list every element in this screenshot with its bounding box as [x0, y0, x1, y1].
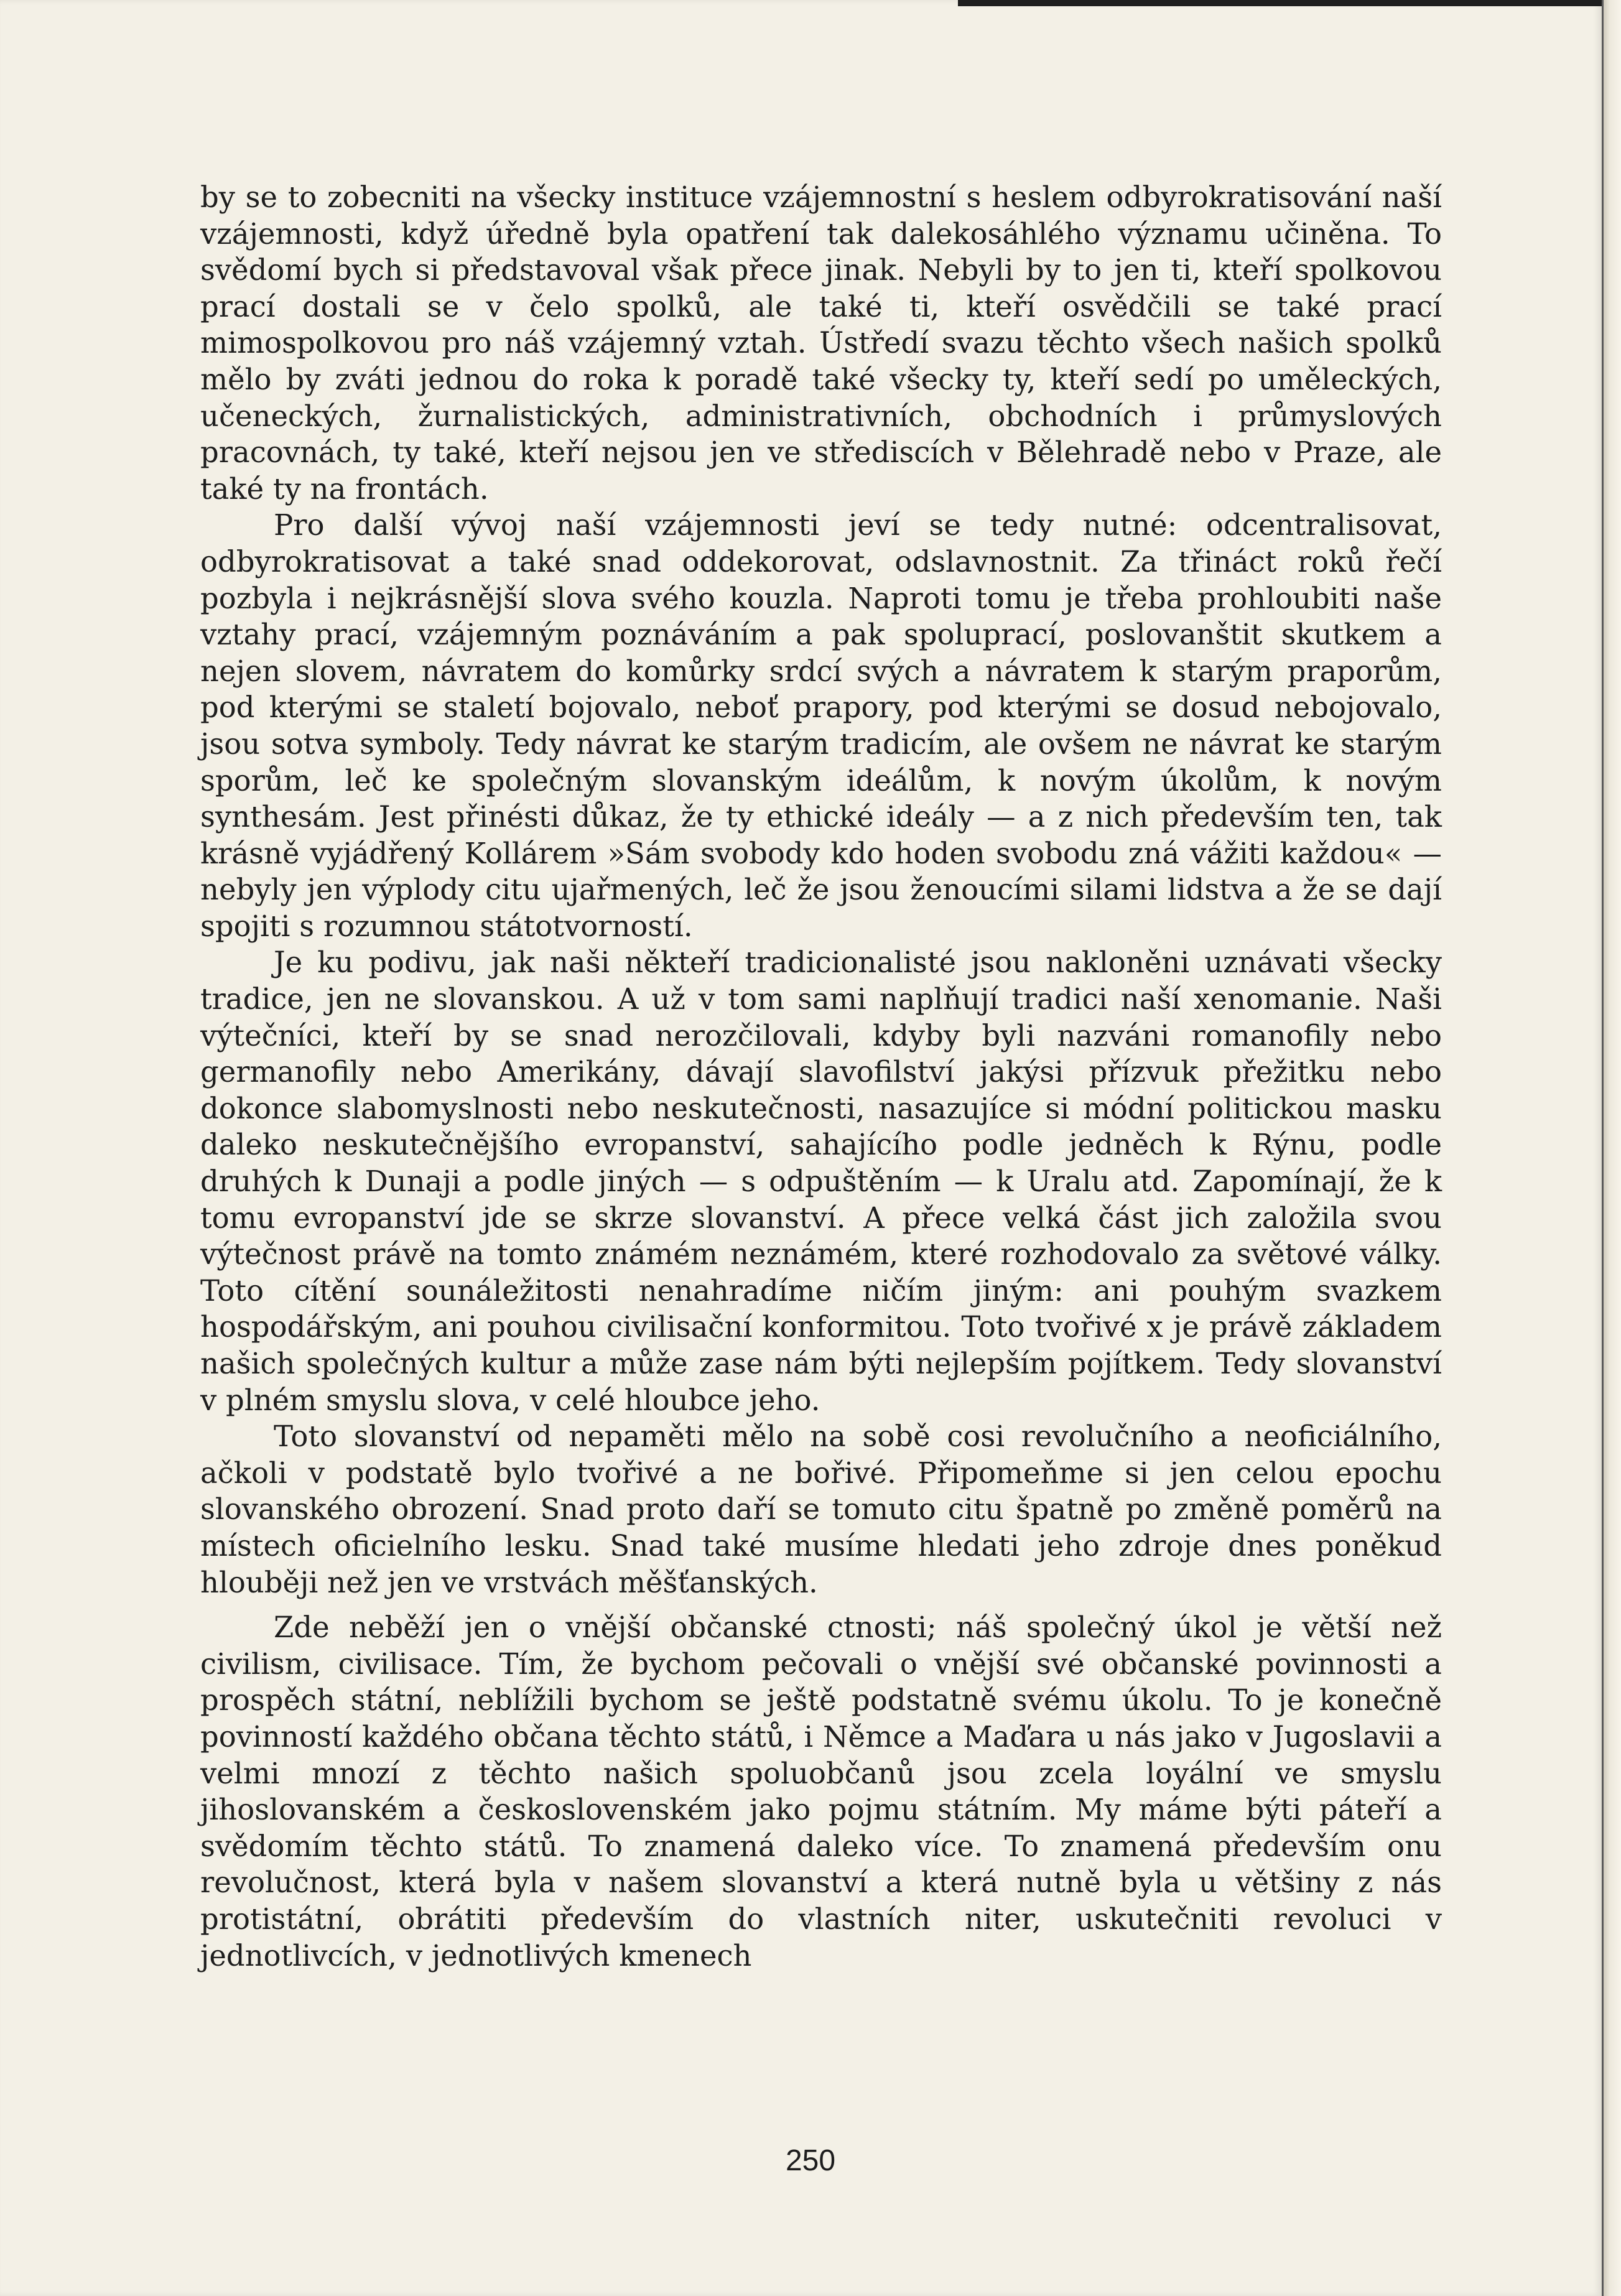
- paragraph-4: Toto slovanství od nepaměti mělo na sobě cosi revolučního a neoficiálního, ačkoli v podstatě bylo tvořivé a ne bořivé. Připomeňme si jen celou epochu slovanského obrození. Snad proto daří se tomuto citu špatně po změně poměrů na místech oficielního lesku. Snad také musíme hledati jeho zdroje dnes poněkud hlouběji než jen ve vrstvách měšťanských.: [200, 1420, 1442, 1599]
- page-edge: [1602, 0, 1621, 2296]
- paragraph-1: by se to zobecniti na všecky instituce vzájemnostní s heslem odbyrokratisování naší vzájemnosti, když úředně byla opatření tak dalekosáhlého významu učiněna. To svědomí bych si představoval však přece jinak. Nebyli by to jen ti, kteří spolkovou prací dostali se v čelo spolků, ale také ti, kteří osvědčili se také prací mimospolkovou pro náš vzájemný vztah. Ústředí svazu těchto všech našich spolků mělo by zváti jednou do roka k poradě také všecky ty, kteří sedí po uměleckých, učeneckých, žurnalistických, administrativních, obchodních i průmyslových pracovnách, ty také, kteří nejsou jen ve střediscích v Bělehradě nebo v Praze, ale také ty na frontách.: [200, 180, 1442, 506]
- paragraph-5: Zde neběží jen o vnější občanské ctnosti; náš společný úkol je větší než civilism, civilisace. Tím, že bychom pečovali o vnější své občanské povinnosti a prospěch státní, neblížili bychom se ještě podstatně svému úkolu. To je konečně povinností každého občana těchto států, i Němce a Maďara u nás jako v Jugoslavii a velmi mnozí z těchto našich spoluobčanů jsou zcela loyální ve smyslu jihoslovanském a československém jako pojmu státním. My máme býti páteří a svědomím těchto států. To znamená daleko více. To znamená především onu revolučnost, která byla v našem slovanství a která nutně byla u většiny z nás protistátní, obrátiti především do vlastních niter, uskutečniti revoluci v jednotlivcích, v jednotlivých kmenech: [200, 1610, 1442, 1973]
- paragraph-3: Je ku podivu, jak naši někteří tradicionalisté jsou nakloněni uznávati všecky tradice, jen ne slovanskou. A už v tom sami naplňují tradici naší xenomanie. Naši výtečníci, kteří by se snad nerozčilovali, kdyby byli nazváni romanofily nebo germanofily nebo Amerikány, dávají slavofilství jakýsi přízvuk přežitku nebo dokonce slabomyslnosti nebo neskutečnosti, nasazujíce si módní politickou masku daleko neskutečnějšího evropanství, sahajícího podle jedněch k Rýnu, podle druhých k Dunaji a podle jiných — s odpuštěním — k Uralu atd. Zapomínají, že k tomu evropanství jde se skrze slovanství. A přece velká část jich založila svou výtečnost právě na tomto známém neznámém, které rozhodovalo za světové války. Toto cítění sounáležitosti nenahradíme ničím jiným: ani pouhým svazkem hospodářským, ani pouhou civilisační konformitou. Toto tvořivé x je právě základem našich společných kultur a může zase nám býti nejlepším pojítkem. Tedy slovanství v plném smyslu slova, v celé hloubce jeho.: [200, 946, 1442, 1417]
- body-text: [200, 179, 1442, 1974]
- page-number: 250: [785, 2144, 836, 2177]
- scan-top-band: [958, 0, 1621, 6]
- paragraph-2: Pro další vývoj naší vzájemnosti jeví se tedy nutné: odcentralisovat, odbyrokratisovat a také snad oddekorovat, odslavnostnit. Za třináct roků řečí pozbyla i nejkrásnější slova svého kouzla. Naproti tomu je třeba prohloubiti naše vztahy prací, vzájemným poznáváním a pak spoluprací, poslovanštit skutkem a nejen slovem, návratem do komůrky srdcí svých a návratem k starým praporům, pod kterými se staletí bojovalo, neboť prapory, pod kterými se dosud nebojovalo, jsou sotva symboly. Tedy návrat ke starým tradicím, ale ovšem ne návrat ke starým sporům, leč ke společným slovanským ideálům, k novým úkolům, k novým synthesám. Jest přinésti důkaz, že ty ethické ideály — a z nich především ten, tak krásně vyjádřený Kollárem »Sám svobody kdo hoden svobodu zná vážiti každou« — nebyly jen výplody citu ujařmených, leč že jsou ženoucími silami lidstva a že se dají spojiti s rozumnou státotvorností.: [200, 508, 1442, 943]
